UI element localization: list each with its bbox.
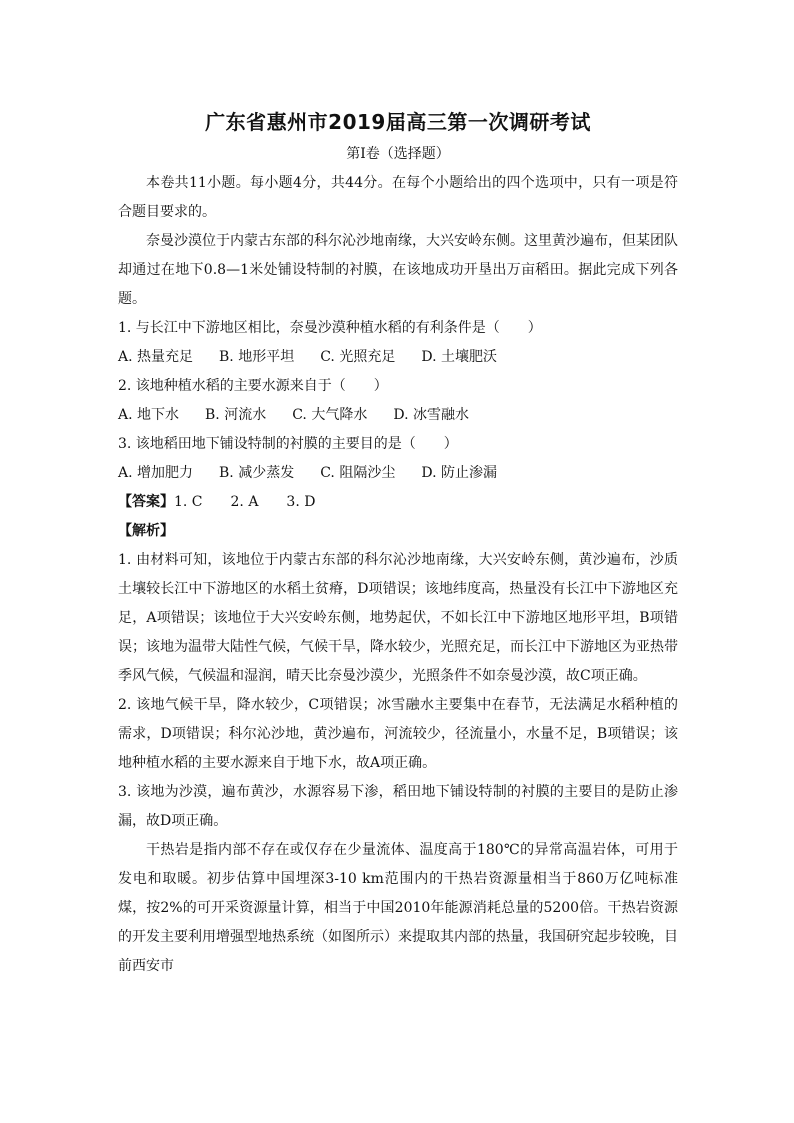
- option-b: B. 地形平坦: [219, 349, 295, 365]
- answer-label: 【答案】: [118, 494, 174, 510]
- analysis-item-1: 1. 由材料可知，该地位于内蒙古东部的科尔沁沙地南缘，大兴安岭东侧，黄沙遍布，沙质土壤较长江中下游地区的水稻土贫瘠，D项错误；该地纬度高，热量没有长江中下游地区充足，A项错误；该地位于大兴安岭东侧，地势起伏，不如长江中下游地区地形平坦，B项错误；该地为温带大陆性气候，气候干旱，降水较少，光照充足，而长江中下游地区为亚热带季风气候，气候温和湿润，晴天比奈曼沙漠少，光照条件不如奈曼沙漠，故C项正确。: [118, 552, 678, 684]
- analysis-label: 【解析】: [118, 523, 174, 539]
- option-a: A. 增加肥力: [118, 465, 194, 481]
- intro-paragraph: 本卷共11小题。每小题4分，共44分。在每个小题给出的四个选项中，只有一项是符合题目要求的。: [118, 175, 678, 220]
- option-d: D. 土壤肥沃: [421, 349, 497, 365]
- option-c: C. 阻隔沙尘: [320, 465, 396, 481]
- option-c: C. 光照充足: [320, 349, 396, 365]
- analysis-item-2: 2. 该地气候干旱，降水较少，C项错误；冰雪融水主要集中在春节，无法满足水稻种植的需求，D项错误；科尔沁沙地，黄沙遍布，河流较少，径流量小，水量不足，B项错误；该地种植水稻的主要水源来自于地下水，故A项正确。: [118, 697, 678, 771]
- question-3: [118, 430, 678, 488]
- answer-line: [118, 488, 678, 517]
- option-a: A. 地下水: [118, 407, 180, 423]
- answer-text: 1. C 2. A 3. D: [174, 494, 316, 510]
- question-stem: 1. 与长江中下游地区相比，奈曼沙漠种植水稻的有利条件是（ ）: [118, 320, 542, 336]
- document-page: [118, 100, 678, 981]
- passage-2: 干热岩是指内部不存在或仅存在少量流体、温度高于180℃的异常高温岩体，可用于发电和取暖。初步估算中国埋深3-10 km范围内的干热岩资源量相当于860万亿吨标准煤，按2%的可开采资源量计算，相当于中国2010年能源消耗总量的5200倍。干热岩资源的开发主要利用增强型地热系统（如图所示）来提取其内部的热量，我国研究起步较晚，目前西安市: [118, 842, 678, 974]
- question-stem: 3. 该地稻田地下铺设特制的衬膜的主要目的是（ ）: [118, 436, 458, 452]
- option-a: A. 热量充足: [118, 349, 194, 365]
- option-b: B. 减少蒸发: [219, 465, 295, 481]
- question-2: [118, 372, 678, 430]
- passage-1: 奈曼沙漠位于内蒙古东部的科尔沁沙地南缘，大兴安岭东侧。这里黄沙遍布，但某团队却通过在地下0.8—1米处铺设特制的衬膜，在该地成功开垦出万亩稻田。据此完成下列各题。: [118, 233, 678, 307]
- analysis-item-3: 3. 该地为沙漠，遍布黄沙，水源容易下渗，稻田地下铺设特制的衬膜的主要目的是防止渗漏，故D项正确。: [118, 784, 678, 829]
- question-options: [118, 459, 678, 488]
- analysis-heading: [118, 517, 678, 546]
- option-d: D. 冰雪融水: [393, 407, 469, 423]
- option-d: D. 防止渗漏: [421, 465, 497, 481]
- section-subtitle: 第Ⅰ卷（选择题）: [346, 146, 450, 162]
- question-options: [118, 401, 678, 430]
- question-stem: 2. 该地种植水稻的主要水源来自于（ ）: [118, 378, 388, 394]
- question-1: [118, 314, 678, 372]
- option-b: B. 河流水: [205, 407, 267, 423]
- option-c: C. 大气降水: [292, 407, 368, 423]
- exam-title: 广东省惠州市2019届高三第一次调研考试: [205, 110, 591, 134]
- question-options: [118, 343, 678, 372]
